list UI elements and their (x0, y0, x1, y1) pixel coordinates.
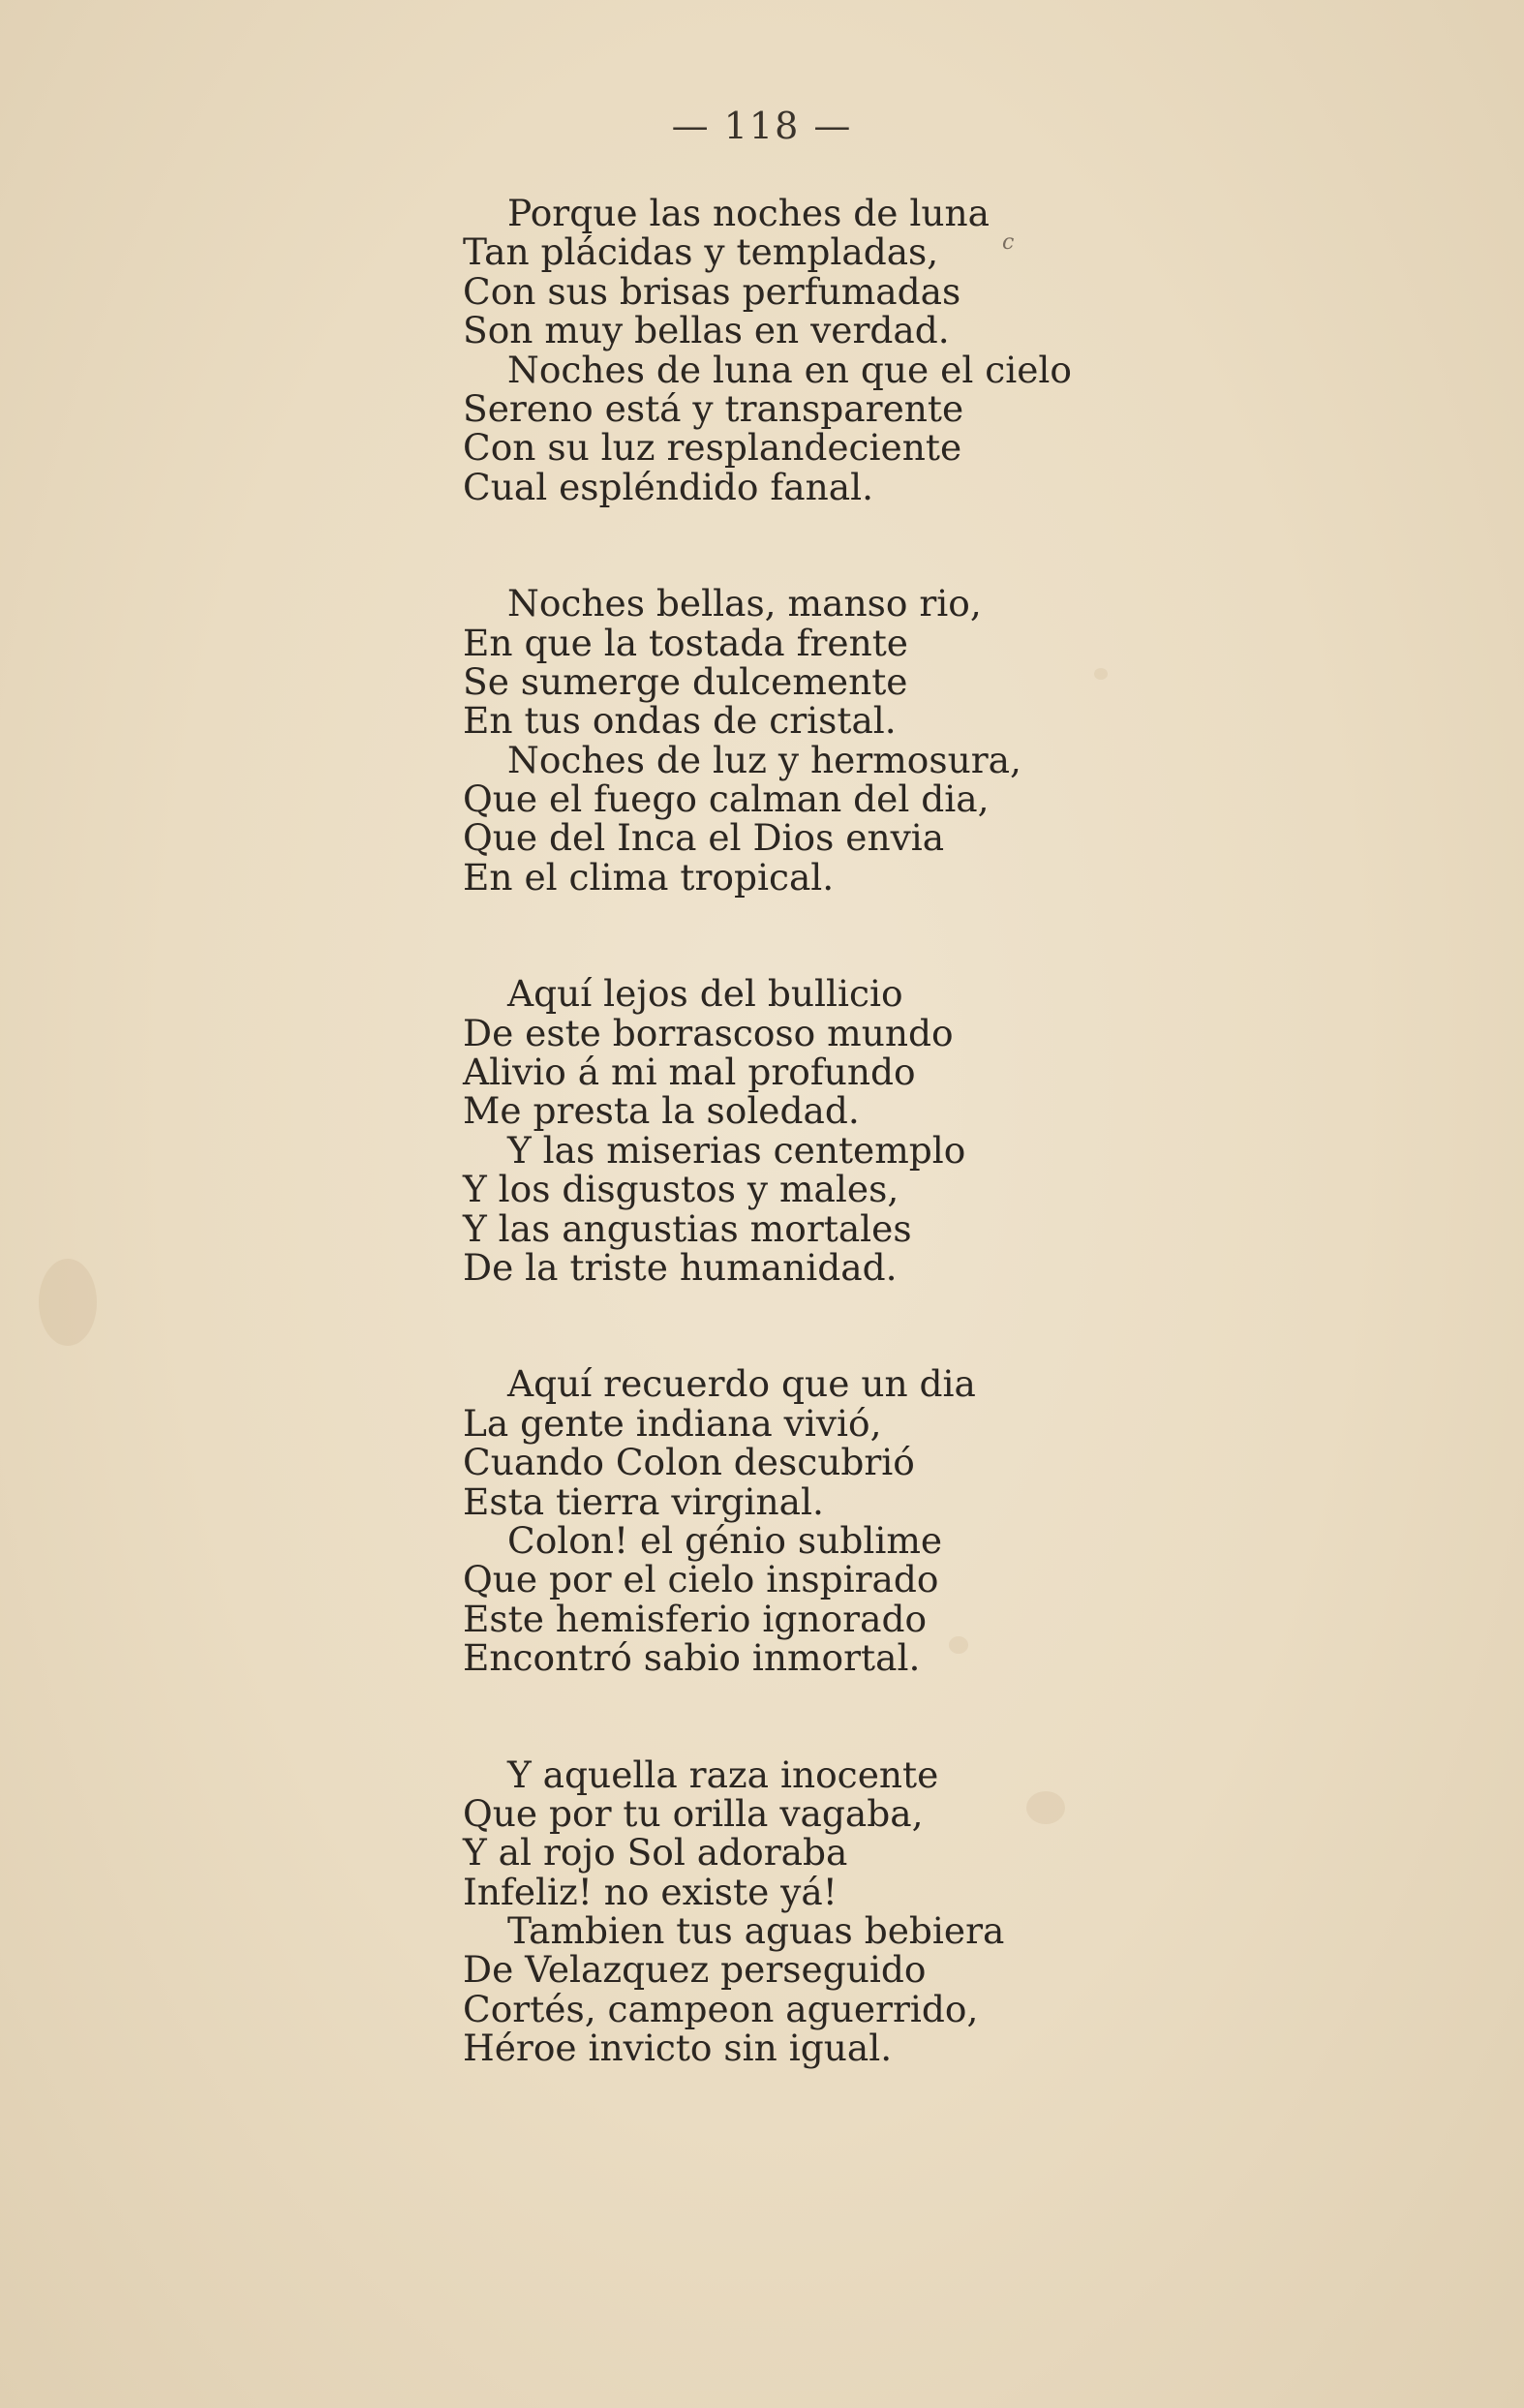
verse-line: Tambien tus aguas bebiera (507, 1909, 1005, 1953)
verse-line: Sereno está y transparente (463, 386, 964, 430)
verse-line: Noches de luz y hermosura, (507, 738, 1021, 781)
verse-line: Y las angustias mortales (463, 1206, 912, 1250)
verse-line: Que del Inca el Dios envia (463, 816, 945, 860)
verse-line: Infeliz! no existe yá! (463, 1870, 838, 1913)
verse-line: Son muy bellas en verdad. (463, 309, 950, 352)
verse-line: Cuando Colon descubrió (463, 1441, 915, 1484)
verse-line: Con sus brisas perfumadas (463, 269, 961, 313)
verse-line: La gente indiana vivió, (463, 1401, 882, 1445)
verse-line: Aquí recuerdo que un dia (507, 1362, 976, 1406)
verse-line: Encontró sabio inmortal. (463, 1636, 921, 1680)
stanza (463, 1755, 1199, 2068)
verse-line: Aquí lejos del bullicio (507, 972, 903, 1016)
poem (463, 194, 1199, 2146)
verse-line: Con su luz resplandeciente (463, 426, 962, 470)
verse-line: De la triste humanidad. (463, 1245, 898, 1289)
verse-line: De Velazquez perseguido (463, 1948, 927, 1992)
verse-line: Que por el cielo inspirado (463, 1558, 939, 1601)
margin-mark: c (1002, 230, 1015, 255)
verse-line: Héroe invicto sin igual. (463, 2027, 893, 2070)
verse-line: Y los disgustos y males, (463, 1168, 899, 1211)
verse-line: De este borrascoso mundo (463, 1011, 954, 1054)
verse-line: Noches bellas, manso rio, (507, 582, 982, 625)
verse-line: Porque las noches de luna (507, 192, 991, 234)
verse-line: Tan plácidas y templadas, (463, 230, 939, 274)
verse-line: Que por tu orilla vagaba, (463, 1791, 924, 1835)
verse-line: Y las miserias centemplo (507, 1128, 966, 1172)
verse-line: Y al rojo Sol adoraba (463, 1831, 848, 1875)
stanza (463, 1362, 1199, 1680)
page-number: — 118 — (671, 105, 853, 147)
paper-stain (39, 1259, 97, 1346)
verse-line: Me presta la soledad. (463, 1089, 860, 1133)
verse-line: Se sumerge dulcemente (463, 659, 908, 703)
verse-line: En tus ondas de cristal. (463, 699, 897, 743)
stanza (463, 584, 1199, 897)
verse-line: Cortés, campeon aguerrido, (463, 1987, 979, 2030)
verse-line: Noches de luna en que el cielo (507, 348, 1072, 391)
stanza (463, 974, 1199, 1287)
verse-line: Y aquella raza inocente (507, 1753, 939, 1796)
verse-line: Colon! el génio sublime (507, 1518, 943, 1562)
verse-line: En el clima tropical. (463, 855, 835, 899)
verse-line: Alivio á mi mal profundo (463, 1051, 916, 1094)
verse-line: En que la tostada frente (463, 621, 908, 664)
verse-line: Que el fuego calman del dia, (463, 777, 990, 821)
verse-line: Este hemisferio ignorado (463, 1597, 928, 1640)
verse-line: Cual espléndido fanal. (463, 465, 874, 508)
verse-line: Esta tierra virginal. (463, 1479, 824, 1523)
stanza (463, 194, 1199, 506)
